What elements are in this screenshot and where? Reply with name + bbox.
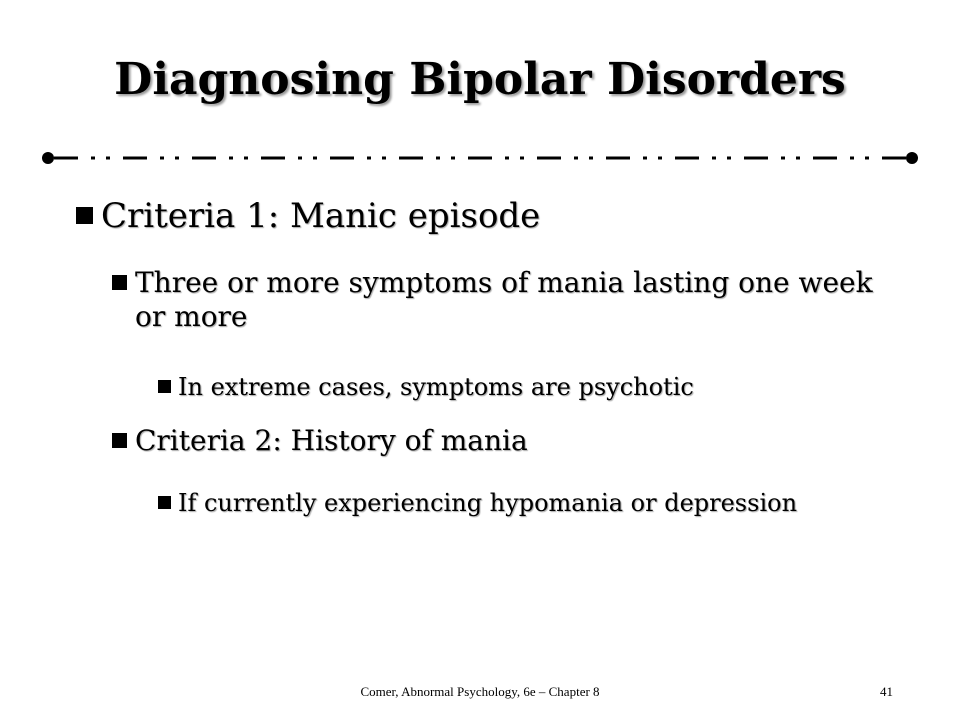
square-bullet-icon [112, 275, 127, 290]
bullet-text: Criteria 2: History of mania [135, 424, 528, 457]
title-divider-rule [40, 148, 920, 168]
square-bullet-icon [158, 496, 171, 509]
square-bullet-icon [112, 433, 127, 448]
bullet-text: If currently experiencing hypomania or depression [178, 489, 798, 517]
square-bullet-icon [158, 380, 171, 393]
bullet-level3 [158, 488, 918, 518]
bullet-text: In extreme cases, symptoms are psychotic [178, 373, 694, 401]
bullet-text: Criteria 1: Manic episode [101, 196, 541, 236]
square-bullet-icon [76, 207, 93, 224]
bullet-level3 [158, 372, 918, 402]
page-number: 41 [880, 684, 893, 699]
bullet-level2 [112, 266, 902, 334]
bullet-level2 [112, 424, 902, 458]
bullet-level1 [76, 196, 916, 236]
slide-title: Diagnosing Bipolar Disorders [114, 54, 846, 105]
slide-footer: Comer, Abnormal Psychology, 6e – Chapter 8 [360, 684, 600, 699]
bullet-text: Three or more symptoms of mania lasting one week or more [135, 266, 873, 333]
